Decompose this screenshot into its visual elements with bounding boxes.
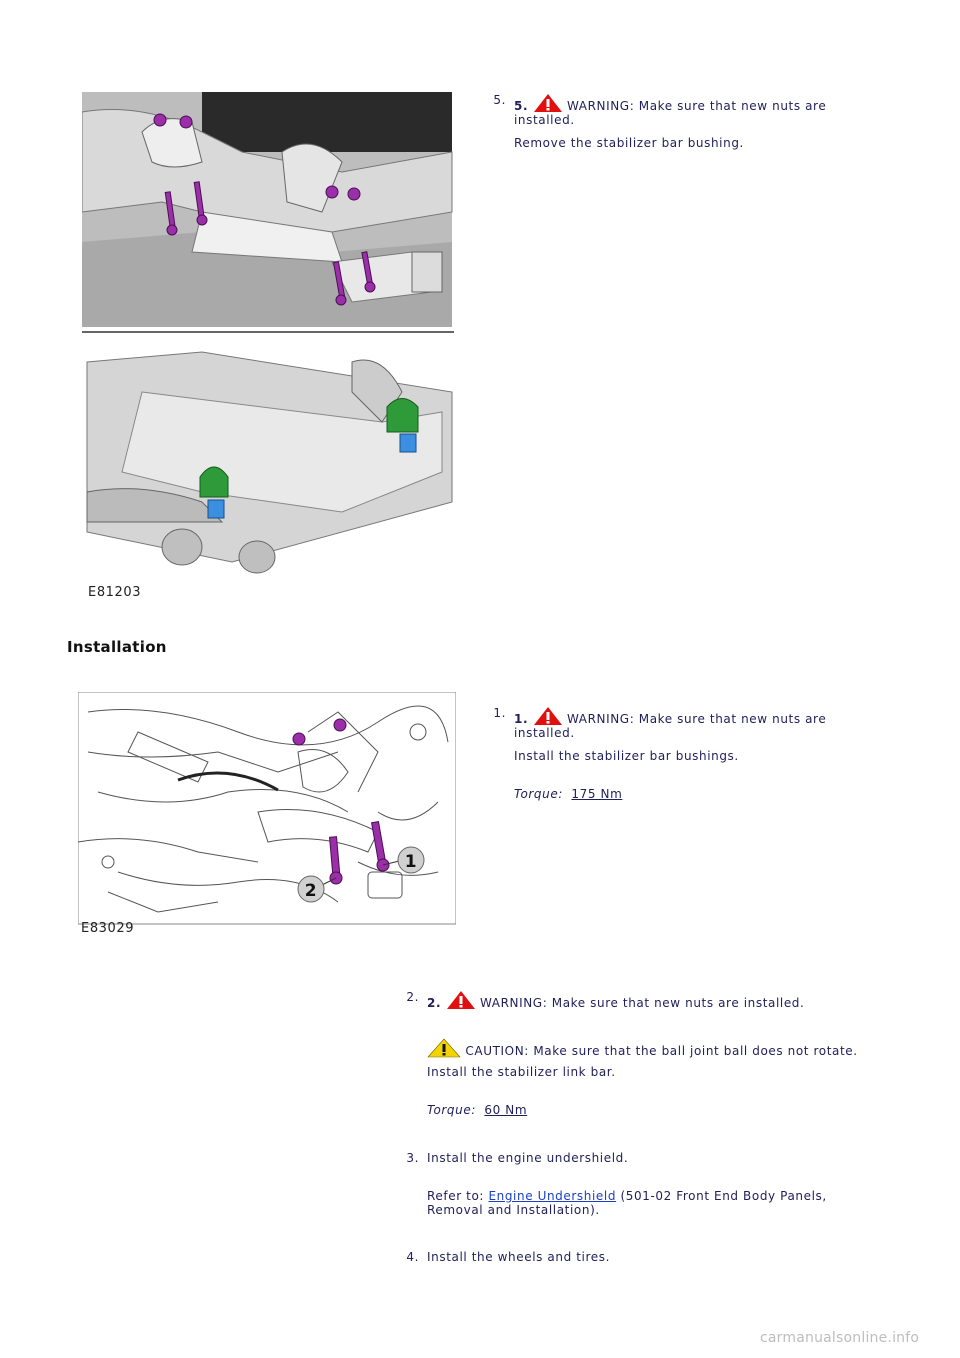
- torque-value[interactable]: 175 Nm: [571, 787, 623, 801]
- torque-label: Torque:: [514, 787, 563, 801]
- step-number: 5.: [493, 93, 506, 107]
- callout-1: [398, 847, 424, 873]
- warning-icon: [446, 990, 476, 1010]
- refer-prefix: Refer to:: [427, 1189, 485, 1203]
- install-step-4-instruction: Install the wheels and tires.: [427, 1250, 610, 1264]
- install-step-3-reference: [427, 1189, 887, 1217]
- install-step-2-caution: [427, 1038, 897, 1058]
- warning-text: WARNING: Make sure that new nuts are: [566, 99, 827, 113]
- caution-text: CAUTION: Make sure that the ball joint ball does not rotate.: [465, 1044, 858, 1058]
- warning-text-cont: installed.: [514, 726, 575, 740]
- install-step-1-instruction: Install the stabilizer bar bushings.: [514, 749, 739, 763]
- install-step-1-warning: [514, 706, 854, 740]
- torque-spec: [427, 1103, 527, 1117]
- callout-2: [298, 876, 324, 902]
- step-number: 1.: [493, 706, 506, 720]
- installation-illustration: [78, 692, 456, 934]
- removal-illustration: [82, 92, 454, 602]
- refer-suffix-cont: Removal and Installation).: [427, 1203, 600, 1217]
- section-title: Installation: [67, 638, 167, 656]
- torque-value[interactable]: 60 Nm: [484, 1103, 528, 1117]
- caution-icon: [427, 1038, 461, 1058]
- step-number: 4.: [406, 1250, 419, 1264]
- step-number: 3.: [406, 1151, 419, 1165]
- callout-label: 1: [404, 852, 418, 872]
- figure-label: E83029: [81, 921, 135, 934]
- watermark-footer: carmanualsonline.info: [760, 1330, 920, 1346]
- engine-undershield-link[interactable]: Engine Undershield: [488, 1189, 617, 1203]
- torque-spec: [514, 787, 622, 801]
- figure-label: E81203: [88, 585, 142, 600]
- removal-illustration-svg: [82, 92, 454, 602]
- step-bold-number: 5.: [514, 99, 529, 113]
- step-number: 2.: [406, 990, 419, 1004]
- installation-illustration-svg: [78, 692, 456, 934]
- torque-label: Torque:: [427, 1103, 476, 1117]
- install-step-3-instruction: Install the engine undershield.: [427, 1151, 629, 1165]
- warning-icon: [533, 706, 563, 726]
- removal-step-warning: [514, 93, 854, 127]
- callout-label: 2: [304, 881, 318, 901]
- install-step-2-warning: [427, 990, 877, 1010]
- refer-suffix: (501-02 Front End Body Panels,: [620, 1189, 827, 1203]
- warning-text: WARNING: Make sure that new nuts are installed.: [479, 996, 805, 1010]
- warning-icon: [533, 93, 563, 113]
- removal-instruction: Remove the stabilizer bar bushing.: [514, 136, 744, 150]
- warning-text-cont: installed.: [514, 113, 575, 127]
- step-bold-number: 1.: [514, 712, 529, 726]
- warning-text: WARNING: Make sure that new nuts are: [566, 712, 827, 726]
- install-step-2-instruction: Install the stabilizer link bar.: [427, 1065, 616, 1079]
- step-bold-number: 2.: [427, 996, 442, 1010]
